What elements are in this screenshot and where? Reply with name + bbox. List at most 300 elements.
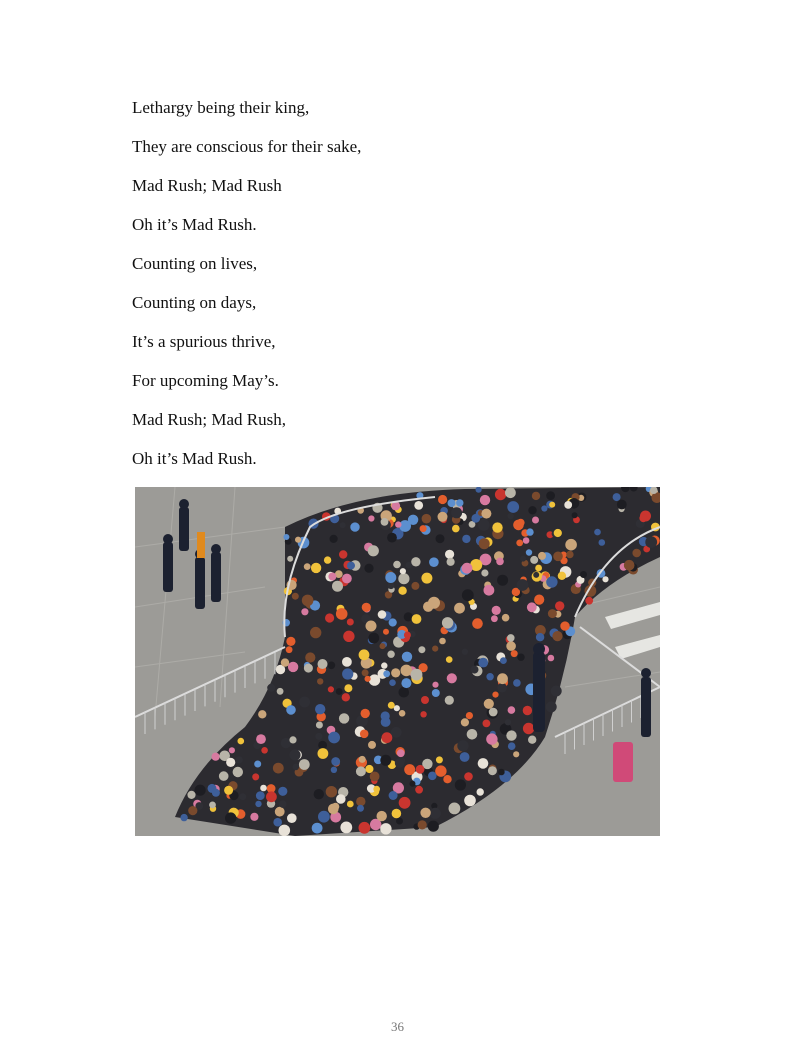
person [478, 758, 489, 769]
person [317, 678, 323, 684]
person [362, 603, 371, 612]
person [492, 692, 498, 698]
person [421, 696, 429, 704]
person [528, 506, 536, 514]
person [497, 683, 507, 693]
person [532, 517, 539, 524]
person [339, 550, 347, 558]
person [180, 814, 187, 821]
person [617, 500, 627, 510]
person [404, 764, 415, 775]
person [286, 646, 293, 653]
person [462, 649, 468, 655]
person [428, 821, 439, 832]
person [471, 666, 479, 674]
person [508, 706, 516, 714]
person [534, 595, 544, 605]
person [388, 702, 395, 709]
person [553, 552, 563, 562]
person [478, 658, 488, 668]
person [478, 519, 490, 531]
poem-line: For upcoming May’s. [132, 371, 279, 390]
person [326, 786, 337, 797]
person [357, 805, 364, 812]
person [554, 529, 562, 537]
person [342, 668, 353, 679]
officer [179, 507, 189, 551]
person [411, 582, 419, 590]
person [428, 772, 437, 781]
poem-line: Mad Rush; Mad Rush [132, 176, 282, 195]
person [380, 823, 391, 834]
person [447, 558, 455, 566]
person [188, 806, 197, 815]
person [546, 491, 555, 500]
person [549, 502, 555, 508]
person [389, 618, 397, 626]
person [481, 509, 491, 519]
person [395, 758, 405, 768]
person [212, 753, 220, 761]
person [342, 693, 350, 701]
person [283, 534, 289, 540]
person [442, 617, 453, 628]
person [415, 786, 423, 794]
poem-line: Mad Rush; Mad Rush, [132, 410, 286, 429]
person [398, 573, 409, 584]
person [293, 764, 300, 771]
person [461, 718, 469, 726]
person [332, 581, 343, 592]
person [517, 654, 524, 661]
person [585, 597, 593, 605]
person [370, 772, 380, 782]
person [436, 756, 443, 763]
person [464, 795, 476, 807]
person [505, 487, 516, 498]
person [624, 560, 635, 571]
person [289, 736, 296, 743]
person [594, 529, 601, 536]
person [342, 657, 352, 667]
person [389, 791, 398, 800]
person [491, 615, 498, 622]
person [423, 602, 433, 612]
person [289, 749, 300, 760]
person [279, 800, 287, 808]
person [448, 499, 456, 507]
person [443, 775, 451, 783]
person [336, 688, 343, 695]
person [388, 582, 395, 589]
person [457, 740, 468, 751]
person [299, 759, 310, 770]
poem-line: Oh it’s Mad Rush. [132, 215, 257, 234]
person [377, 811, 387, 821]
person [395, 521, 401, 527]
person [365, 765, 373, 773]
person [347, 801, 354, 808]
person [456, 499, 463, 506]
person [404, 612, 413, 621]
person [235, 756, 242, 763]
person [454, 603, 465, 614]
person [315, 704, 325, 714]
person [316, 722, 323, 729]
person [383, 670, 390, 677]
person [460, 752, 470, 762]
person [535, 565, 542, 572]
person [328, 662, 336, 670]
person [331, 767, 337, 773]
person [275, 807, 285, 817]
person [414, 501, 423, 510]
person [258, 710, 266, 718]
person [312, 823, 323, 834]
person [481, 569, 488, 576]
person [436, 534, 445, 543]
person [278, 787, 287, 796]
person [516, 540, 523, 547]
person [528, 736, 536, 744]
person [526, 549, 532, 555]
person [239, 793, 246, 800]
person [471, 514, 480, 523]
person [497, 575, 508, 586]
person [523, 706, 532, 715]
person [645, 536, 657, 548]
person [301, 608, 308, 615]
person [422, 514, 432, 524]
person [318, 748, 329, 759]
person [517, 519, 525, 527]
person [391, 727, 402, 738]
person [368, 515, 374, 521]
person [483, 720, 491, 728]
person [505, 719, 511, 725]
person [299, 697, 310, 708]
person [332, 803, 340, 811]
person [362, 669, 369, 676]
person [256, 734, 266, 744]
person [295, 537, 301, 543]
poem-line: Lethargy being their king, [132, 98, 310, 117]
person [541, 505, 547, 511]
person [381, 717, 391, 727]
person [359, 822, 371, 834]
person [250, 813, 258, 821]
person [538, 552, 546, 560]
person [273, 763, 284, 774]
person [438, 495, 447, 504]
person [340, 822, 352, 834]
officer-head [211, 544, 221, 554]
person [479, 538, 490, 549]
person [560, 621, 569, 630]
person [558, 572, 566, 580]
person [484, 585, 495, 596]
person [497, 673, 508, 684]
person [336, 608, 348, 620]
person [507, 634, 515, 642]
person [378, 610, 387, 619]
person [286, 637, 295, 646]
person [632, 549, 641, 558]
person [398, 587, 406, 595]
person [507, 513, 513, 519]
person [564, 501, 572, 509]
person [396, 818, 403, 825]
person [548, 609, 557, 618]
poem-line: Counting on lives, [132, 254, 258, 273]
person [464, 772, 473, 781]
person [225, 812, 236, 823]
person [432, 682, 438, 688]
person [302, 595, 314, 607]
person [451, 507, 462, 518]
person [366, 621, 377, 632]
person [429, 557, 439, 567]
person [523, 723, 534, 734]
person [277, 688, 284, 695]
person [368, 741, 376, 749]
person [466, 712, 473, 719]
person [508, 742, 516, 750]
poem-line: Counting on days, [132, 293, 257, 312]
person [445, 696, 454, 705]
person [254, 761, 261, 768]
officer [163, 542, 173, 592]
person [432, 646, 438, 652]
person [599, 539, 606, 546]
person [477, 788, 484, 795]
person [462, 589, 474, 601]
person [446, 656, 453, 663]
person [406, 562, 413, 569]
person [418, 646, 425, 653]
person [292, 593, 299, 600]
person [404, 632, 411, 639]
person [408, 515, 418, 525]
person [273, 818, 282, 827]
person [368, 633, 379, 644]
person [449, 803, 461, 815]
person [393, 561, 401, 569]
person [401, 665, 413, 677]
person [304, 664, 313, 673]
person [260, 785, 267, 792]
suitcase [613, 742, 633, 782]
person [410, 781, 416, 787]
person [305, 652, 315, 662]
person [328, 686, 334, 692]
person [387, 651, 394, 658]
person [350, 522, 359, 531]
person [462, 563, 473, 574]
officer [211, 552, 221, 602]
person [330, 535, 338, 543]
person [520, 556, 526, 562]
person [342, 574, 352, 584]
person [209, 802, 216, 809]
person [472, 618, 483, 629]
person [397, 749, 405, 757]
person [339, 713, 349, 723]
person [511, 650, 518, 657]
person [392, 809, 402, 819]
person [331, 757, 340, 766]
person [489, 708, 498, 717]
poem-line: They are conscious for their sake, [132, 137, 362, 156]
person [360, 730, 369, 739]
person [447, 673, 457, 683]
person [399, 710, 406, 717]
person [486, 673, 493, 680]
person [439, 638, 446, 645]
person [496, 558, 504, 566]
person [492, 522, 502, 532]
person [498, 769, 505, 776]
person [572, 512, 578, 518]
person [526, 528, 533, 535]
person [383, 629, 389, 635]
person [418, 820, 427, 829]
person [356, 797, 365, 806]
person [310, 627, 321, 638]
person [365, 676, 371, 682]
person [380, 643, 386, 649]
person [382, 732, 393, 743]
person [467, 729, 478, 740]
person [252, 773, 259, 780]
person [356, 766, 366, 776]
person [387, 533, 397, 543]
person [486, 733, 497, 744]
person [311, 563, 321, 573]
person [359, 649, 370, 660]
person [266, 791, 277, 802]
person [347, 619, 354, 626]
person [506, 730, 516, 740]
person [548, 655, 555, 662]
crowd-photo [135, 487, 660, 836]
person [324, 556, 331, 563]
poem-stanza [132, 98, 361, 488]
person [420, 525, 427, 532]
person [281, 658, 289, 666]
person [411, 557, 420, 566]
person [325, 613, 334, 622]
person [580, 571, 587, 578]
person [336, 794, 346, 804]
person [318, 811, 330, 823]
person [613, 493, 621, 501]
person [328, 573, 336, 581]
person [340, 522, 346, 528]
person [315, 733, 322, 740]
person [344, 684, 352, 692]
person [286, 705, 296, 715]
person [513, 679, 521, 687]
person [421, 573, 432, 584]
person [399, 797, 411, 809]
person [530, 556, 538, 564]
person [555, 601, 564, 610]
person [517, 579, 529, 591]
person [546, 701, 557, 712]
person [533, 572, 539, 578]
person [347, 562, 355, 570]
person [389, 679, 396, 686]
person [368, 545, 379, 556]
person [495, 489, 506, 500]
person [523, 537, 530, 544]
person [238, 738, 245, 745]
person [304, 563, 311, 570]
person [229, 747, 235, 753]
person [416, 765, 425, 774]
person [364, 564, 373, 573]
officer [641, 677, 651, 737]
person [212, 789, 220, 797]
poem-line: It’s a spurious thrive, [132, 332, 276, 351]
person [385, 572, 396, 583]
person [411, 669, 423, 681]
officer-head [533, 643, 545, 655]
person [480, 495, 490, 505]
person [532, 492, 540, 500]
person [435, 765, 446, 776]
person [430, 808, 441, 819]
person [639, 514, 647, 522]
person [343, 631, 354, 642]
crowd-photo-graphic [135, 487, 660, 836]
person [488, 766, 497, 775]
page-number: 36 [391, 1019, 404, 1034]
officer [533, 652, 545, 732]
person [255, 801, 261, 807]
poem-line: Oh it’s Mad Rush. [132, 449, 257, 468]
person [401, 678, 411, 688]
person [288, 662, 298, 672]
person [314, 789, 324, 799]
person [267, 684, 275, 692]
person [318, 659, 328, 669]
person [287, 556, 293, 562]
officer-head [641, 668, 651, 678]
person [224, 786, 233, 795]
person [420, 711, 426, 717]
person [566, 551, 573, 558]
person [506, 641, 516, 651]
person [484, 699, 494, 709]
person [226, 758, 235, 767]
person [492, 606, 501, 615]
officer-head [163, 534, 173, 544]
person [513, 751, 519, 757]
person [195, 785, 206, 796]
person [381, 518, 389, 526]
person [361, 709, 370, 718]
bollard [197, 532, 205, 558]
person [412, 614, 422, 624]
person [219, 771, 229, 781]
person [462, 535, 470, 543]
person [507, 501, 519, 513]
person [536, 633, 544, 641]
person [552, 631, 562, 641]
person [445, 550, 454, 559]
